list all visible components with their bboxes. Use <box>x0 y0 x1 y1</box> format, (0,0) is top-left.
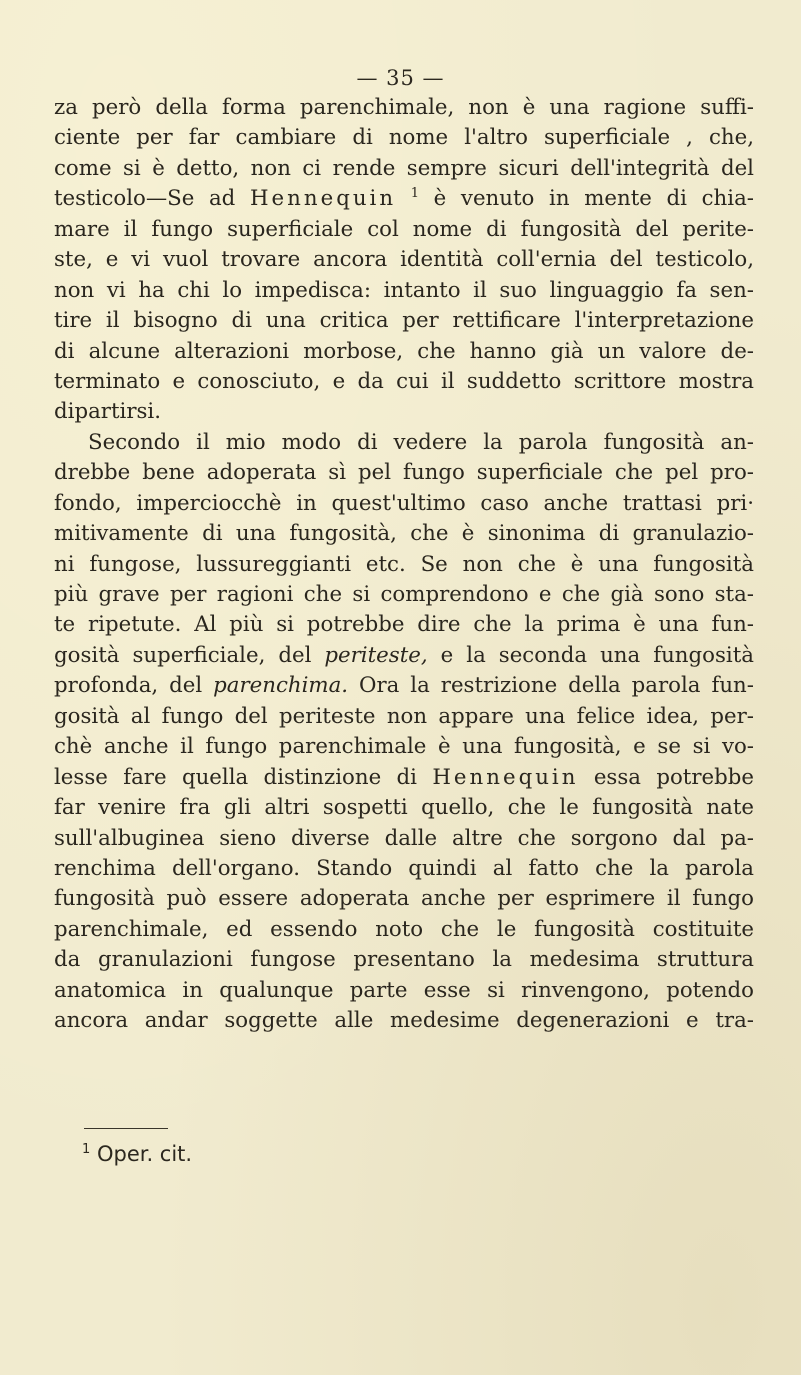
text-line: non vi ha chi lo impedisca: intanto il suo linguaggio fa sen- <box>54 277 754 303</box>
text-line: ciente per far cambiare di nome l'altro superficiale , che, <box>54 125 754 151</box>
text-line: gosità superficiale, del periteste, e la seconda una fungosità <box>54 642 754 668</box>
text-line: sull'albuginea sieno diverse dalle altre che sorgono dal pa- <box>54 825 754 851</box>
text-line: fungosità può essere adoperata anche per esprimere il fungo <box>54 886 754 912</box>
text-line: più grave per ragioni che si comprendono e che già sono sta- <box>54 582 754 607</box>
text-line: mare il fungo superficiale col nome di fungosità del perite- <box>54 216 754 242</box>
body-text <box>54 93 754 1037</box>
text-line: far venire fra gli altri sospetti quello, che le fungosità nate <box>54 795 754 821</box>
footnote-divider <box>84 1128 168 1129</box>
text-line: testicolo—Se ad Hennequin $^1$ è venuto in mente di chia- <box>54 186 754 212</box>
italic-term: parenchima. <box>213 673 349 699</box>
text-line: lesse fare quella distinzione di Hennequin essa potrebbe <box>54 764 754 790</box>
text-line: anatomica in qualunque parte esse si rinvengono, potendo <box>54 977 754 1003</box>
text-line: za però della forma parenchimale, non è una ragione suffi- <box>54 95 754 120</box>
text-line: renchima dell'organo. Stando quindi al fatto che la parola <box>54 855 754 881</box>
text-line: ancora andar soggette alle medesime degenerazioni e tra- <box>54 1008 754 1034</box>
author-name: Hennequin <box>432 764 579 790</box>
text-line: ste, e vi vuol trovare ancora identità coll'ernia del testicolo, <box>54 247 754 273</box>
footnote-marker: 1 <box>410 186 420 202</box>
text-line: tire il bisogno di una critica per rettificare l'interpretazione <box>54 308 754 334</box>
italic-term: periteste, <box>324 642 428 668</box>
text-line: fondo, imperciocchè in quest'ultimo caso anche trattasi pri· <box>54 490 754 516</box>
author-name: Hennequin <box>249 186 397 212</box>
text-line: dipartirsi. <box>54 399 162 425</box>
text-line: chè anche il fungo parenchimale è una fungosità, e se si vo- <box>54 734 754 760</box>
footnote-marker: 1 <box>82 1142 91 1157</box>
text-line: profonda, del parenchima. Ora la restrizione della parola fun- <box>54 673 754 699</box>
paragraph-start-line: Secondo il mio modo di vedere la parola fungosità an- <box>88 429 754 455</box>
text-line: mitivamente di una fungosità, che è sinonima di granulazio- <box>54 521 754 547</box>
text-line: di alcune alterazioni morbose, che hanno già un valore de- <box>54 338 754 364</box>
text-line: come si è detto, non ci rende sempre sicuri dell'integrità del <box>54 155 754 181</box>
footnote <box>82 1142 192 1166</box>
text-line: ni fungose, lussureggianti etc. Se non che è una fungosità <box>54 551 754 577</box>
text-line: gosità al fungo del periteste non appare una felice idea, per- <box>54 703 754 729</box>
text-line: te ripetute. Al più si potrebbe dire che la prima è una fun- <box>54 612 754 638</box>
footnote-text: Oper. cit. <box>96 1142 193 1166</box>
page-number: — 35 — <box>356 66 445 90</box>
text-line: terminato e conosciuto, e da cui il suddetto scrittore mostra <box>54 368 754 394</box>
text-line: parenchimale, ed essendo noto che le fungosità costituite <box>54 916 754 942</box>
text-line: da granulazioni fungose presentano la medesima struttura <box>54 947 754 973</box>
text-line: drebbe bene adoperata sì pel fungo superficiale che pel pro- <box>54 460 754 486</box>
